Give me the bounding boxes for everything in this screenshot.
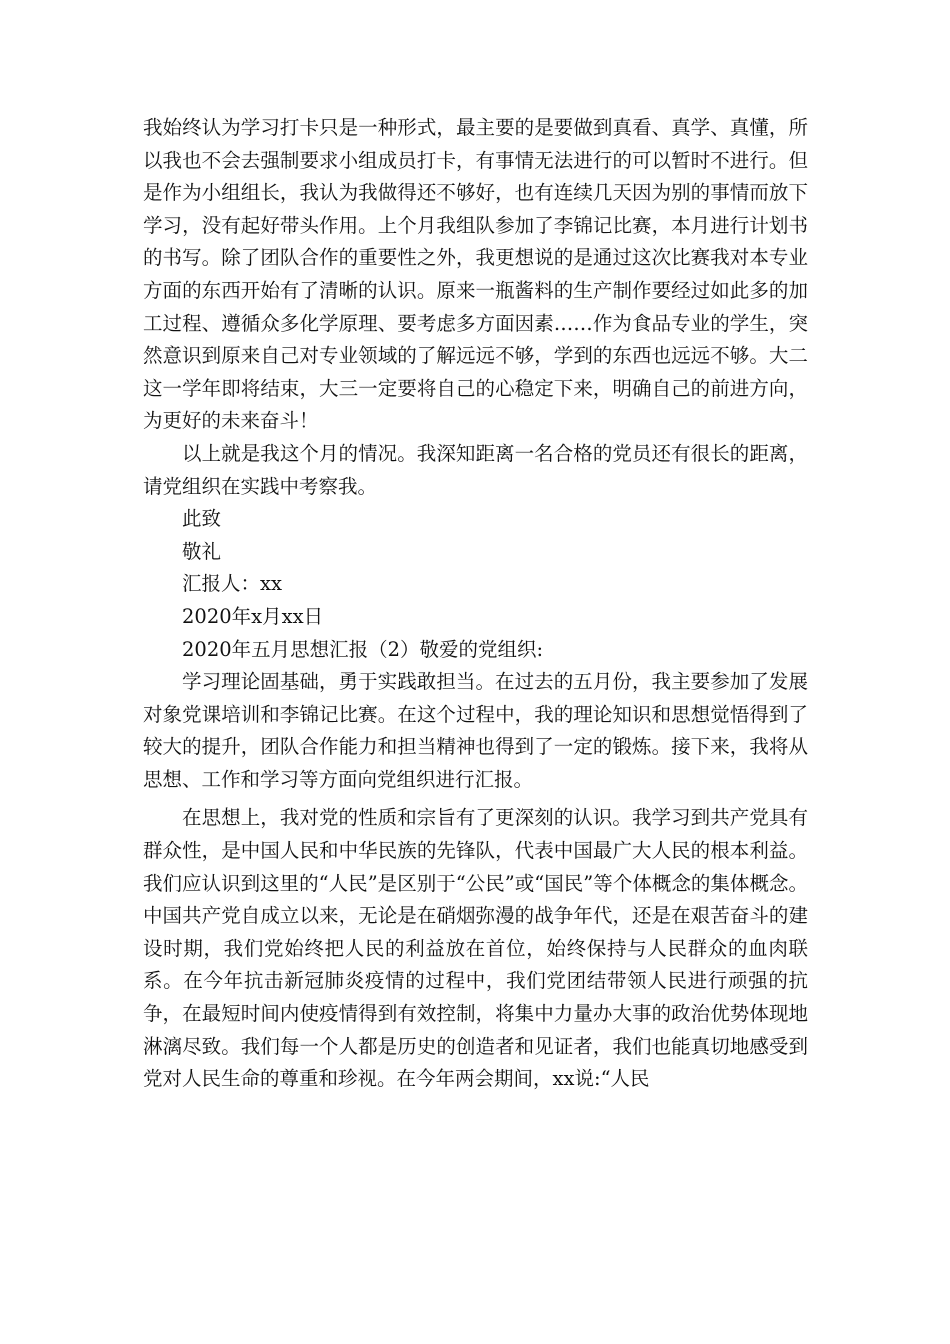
closing-salutation: 此致 (182, 507, 222, 531)
paragraph-study-checkin: 我始终认为学习打卡只是一种形式，最主要的是要做到真看、真学、真懂，所以我也不会去强制要求小组成员打卡，有事情无法进行的可以暂时不进行。但是作为小组组长，我认为我做得还不够好，也有连续几天因为别的事情而放下学习，没有起好带头作用。上个月我组队参加了李锦记比赛，本月进行计划书的书写。除了团队合作的重要性之外，我更想说的是通过这次比赛我对本专业方面的东西开始有了清晰的认识。原来一瓶酱料的生产制作要经过如此多的加工过程、遵循众多化学原理、要考虑多方面因素……作为食品专业的学生，突然意识到原来自己对专业领域的了解远远不够，学到的东西也远远不够。大二这一学年即将结束，大三一定要将自己的心稳定下来，明确自己的前进方向，为更好的未来奋斗！ (143, 116, 808, 433)
report-date: 2020年x月xx日 (182, 604, 324, 628)
closing-regards: 敬礼 (182, 539, 222, 563)
paragraph-monthly-summary: 以上就是我这个月的情况。我深知距离一名合格的党员还有很长的距离，请党组织在实践中考察我。 (143, 441, 808, 498)
document-page (143, 112, 808, 1096)
reporter-signature: 汇报人：xx (182, 572, 282, 596)
report-heading: 2020年五月思想汇报（2）敬爱的党组织: (182, 637, 544, 661)
paragraph-theory-practice: 学习理论固基础，勇于实践敢担当。在过去的五月份，我主要参加了发展对象党课培训和李锦记比赛。在这个过程中，我的理论知识和思想觉悟得到了较大的提升，团队合作能力和担当精神也得到了一定的锻炼。接下来，我将从思想、工作和学习等方面向党组织进行汇报。 (143, 670, 808, 791)
paragraph-ideology: 在思想上，我对党的性质和宗旨有了更深刻的认识。我学习到共产党具有群众性，是中国人民和中华民族的先锋队，代表中国最广大人民的根本利益。我们应认识到这里的“人民”是区别于“公民”或“国民”等个体概念的集体概念。中国共产党自成立以来，无论是在硝烟弥漫的战争年代，还是在艰苦奋斗的建设时期，我们党始终把人民的利益放在首位，始终保持与人民群众的血肉联系。在今年抗击新冠肺炎疫情的过程中，我们党团结带领人民进行顽强的抗争，在最短时间内使疫情得到有效控制，将集中力量办大事的政治优势体现地淋漓尽致。我们每一个人都是历史的创造者和见证者，我们也能真切地感受到党对人民生命的尊重和珍视。在今年两会期间，xx说:“人民 (143, 806, 808, 1091)
